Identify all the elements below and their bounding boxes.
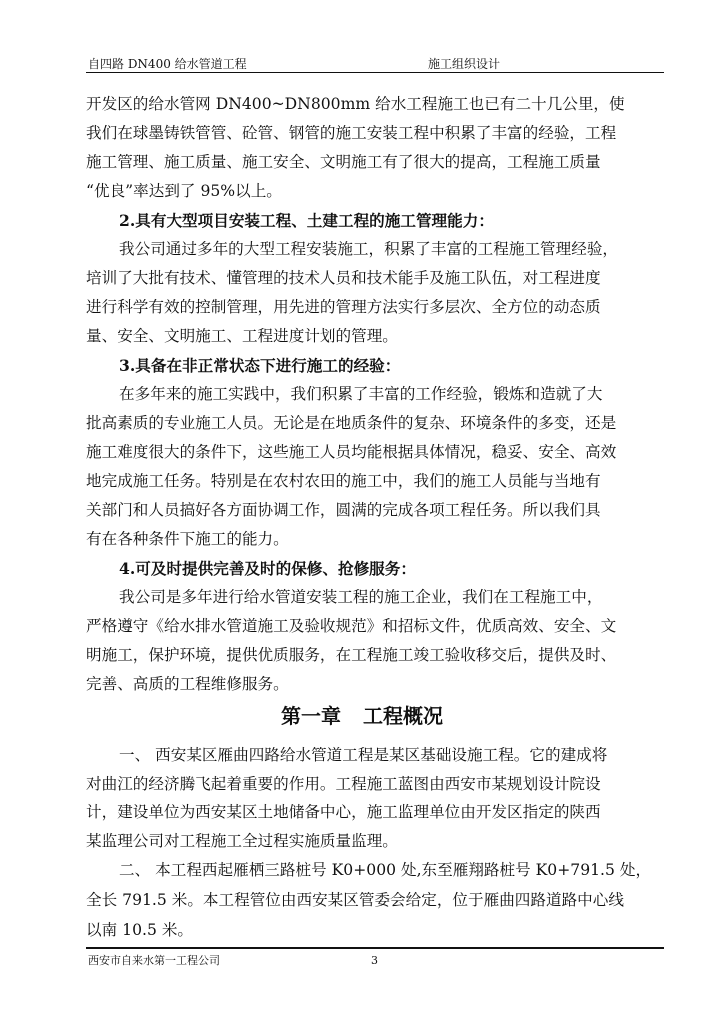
page-number: 3	[371, 954, 378, 967]
overview-line: 对曲江的经济腾飞起着重要的作用。工程施工蓝图由西安市某规划设计院设	[86, 774, 601, 793]
section-4-line: 明施工，保护环境，提供优质服务，在工程施工竣工验收移交后，提供及时、	[86, 646, 617, 664]
overview-line: 以南 10.5 米。	[86, 921, 194, 939]
intro-line: 施工管理、施工质量、施工安全、文明施工有了很大的提高，工程施工质量	[86, 153, 601, 171]
overview-line: 全长 791.5 米。本工程管位由西安某区管委会给定，位于雁曲四路道路中心线	[86, 891, 624, 909]
section-4-heading: 4.可及时提供完善及时的保修、抢修服务：	[119, 559, 416, 578]
section-3-line: 施工难度很大的条件下，这些施工人员均能根据具体情况，稳妥、安全、高效	[86, 443, 617, 461]
section-3-line: 地完成施工任务。特别是在农村农田的施工中，我们的施工人员能与当地有	[86, 472, 601, 490]
section-4-line: 完善、高质的工程维修服务。	[86, 675, 289, 693]
section-2-heading: 2.具有大型项目安装工程、土建工程的施工管理能力：	[119, 211, 494, 230]
document-body-top	[86, 90, 666, 699]
section-2-line: 我公司通过多年的大型工程安装施工，积累了丰富的工程施工管理经验，	[119, 240, 619, 258]
overview-line: 二、 本工程西起雁栖三路桩号 K0+000 处,东至雁翔路桩号 K0+791.5 处，	[119, 861, 652, 879]
section-4-line: 我公司是多年进行给水管道安装工程的施工企业，我们在工程施工中，	[119, 588, 603, 606]
section-2-line: 进行科学有效的控制管理，用先进的管理方法实行多层次、全方位的动态质	[86, 298, 601, 316]
header-project-title: 自四路 DN400 给水管道工程	[88, 57, 247, 71]
section-3-line: 批高素质的专业施工人员。无论是在地质条件的复杂、环境条件的多变，还是	[86, 414, 617, 432]
header-document-type: 施工组织设计	[428, 57, 501, 71]
section-3-heading: 3.具备在非正常状态下进行施工的经验：	[119, 356, 401, 375]
overview-line: 一、 西安某区雁曲四路给水管道工程是某区基础设施工程。它的建成将	[119, 746, 608, 764]
overview-line: 计，建设单位为西安某区土地储备中心，施工监理单位由开发区指定的陕西	[86, 803, 601, 821]
chapter-title: 工程概况	[363, 704, 443, 728]
overview-line: 某监理公司对工程施工全过程实施质量监理。	[86, 831, 398, 850]
intro-line: “优良”率达到了 95%以上。	[86, 182, 282, 200]
header-rule	[86, 72, 664, 73]
footer-rule	[86, 947, 664, 949]
section-2-line: 培训了大批有技术、懂管理的技术人员和技术能手及施工队伍，对工程进度	[86, 269, 601, 287]
intro-line: 我们在球墨铸铁管管、砼管、钢管的施工安装工程中积累了丰富的经验，工程	[86, 124, 617, 142]
section-3-line: 在多年来的施工实践中，我们积累了丰富的工作经验，锻炼和造就了大	[119, 385, 603, 403]
section-2-line: 量、安全、文明施工、工程进度计划的管理。	[86, 327, 398, 345]
footer-company: 西安市自来水第一工程公司	[88, 954, 220, 967]
chapter-heading	[0, 700, 724, 729]
intro-line: 开发区的给水管网 DN400~DN800mm 给水工程施工也已有二十几公里，使	[86, 95, 625, 113]
section-3-line: 有在各种条件下施工的能力。	[86, 530, 289, 548]
section-3-line: 关部门和人员搞好各方面协调工作，圆满的完成各项工程任务。所以我们具	[86, 501, 601, 519]
page-footer	[88, 953, 662, 969]
page-header	[88, 55, 662, 73]
document-body-overview	[86, 741, 666, 945]
chapter-number: 第一章	[281, 704, 341, 728]
section-4-line: 严格遵守《给水排水管道施工及验收规范》和招标文件，优质高效、安全、文	[86, 617, 617, 635]
